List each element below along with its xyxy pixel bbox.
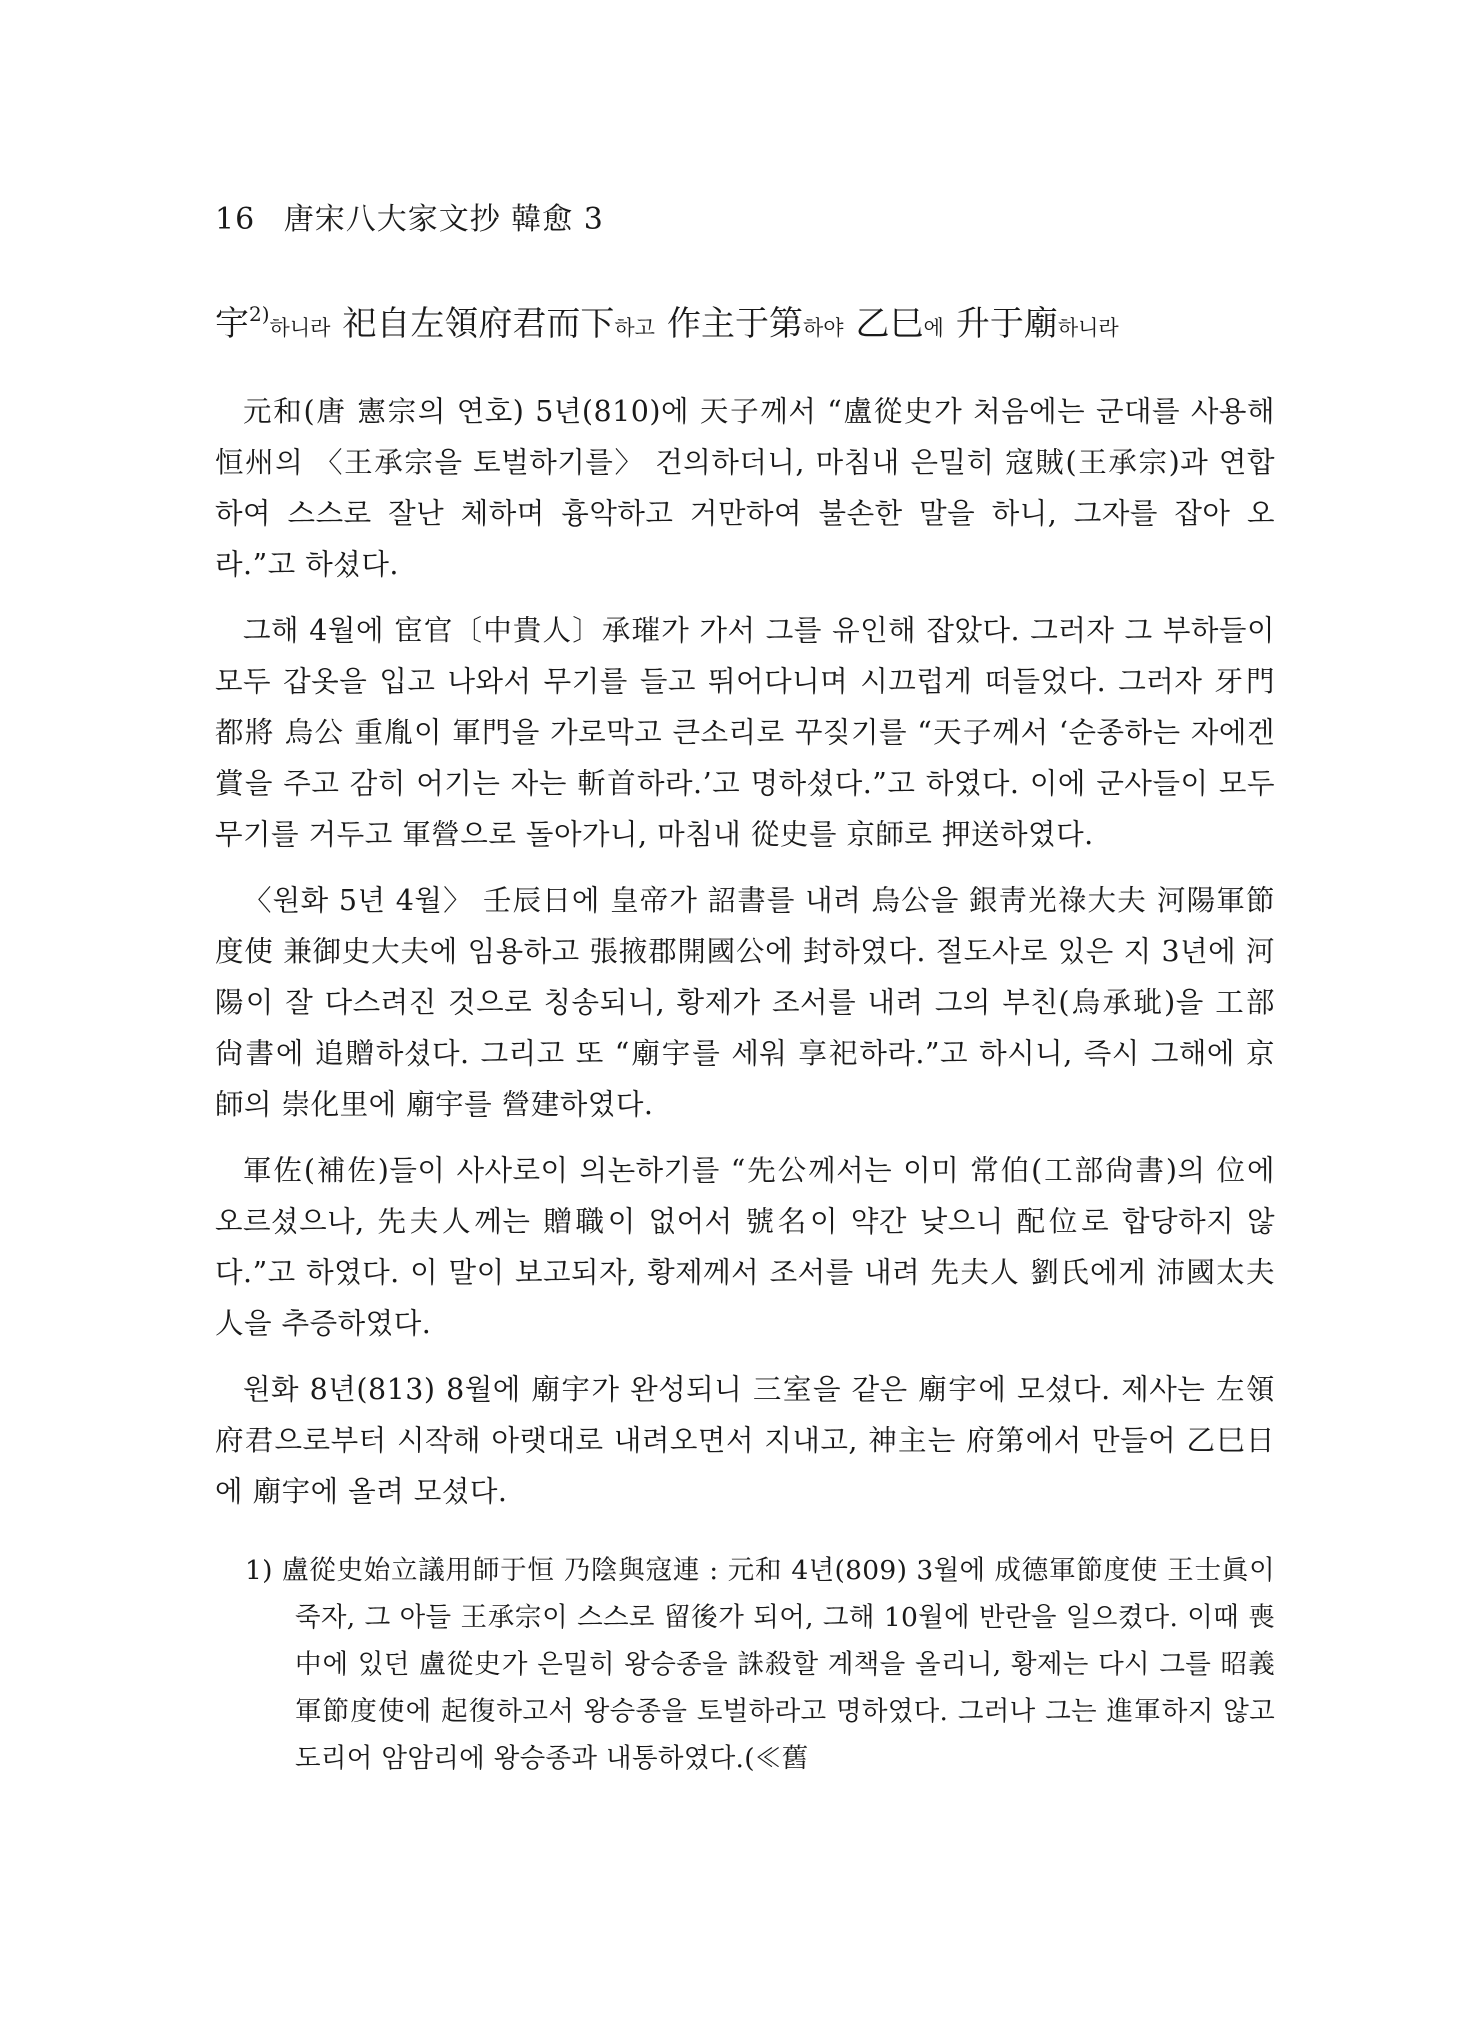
translation-paragraph: 〈원화 5년 4월〉 壬辰日에 皇帝가 詔書를 내려 烏公을 銀靑光祿大夫 河陽軍節度使 兼御史大夫에 임용하고 張掖郡開國公에 封하였다. 절도사로 있은 지 3년에 河陽이 잘 다스려진 것으로 칭송되니, 황제가 조서를 내려 그의 부친(烏承玼)을 工部尙書에 追贈하셨다. 그리고 또 “廟宇를 세워 享祀하라.”고 하시니, 즉시 그해에 京師의 崇化里에 廟宇를 營建하였다. — [215, 884, 1275, 1121]
book-title: 唐宋八大家文抄 韓愈 3 — [283, 202, 604, 237]
footnote-ref: 2) — [249, 302, 270, 326]
original-text-line — [215, 290, 1275, 352]
hanmun-word: 升于廟 — [955, 304, 1058, 344]
translation-paragraph: 軍佐(補佐)들이 사사로이 의논하기를 “先公께서는 이미 常伯(工部尙書)의 位에 오르셨으나, 先夫人께는 贈職이 없어서 號名이 약간 낮으니 配位로 합당하지 않다.”고 하였다. 이 말이 보고되자, 황제께서 조서를 내려 先夫人 劉氏에게 沛國太夫人을 추증하였다. — [215, 1154, 1275, 1340]
hanmun-particle: 에 — [923, 316, 944, 340]
translation-paragraph: 元和(唐 憲宗의 연호) 5년(810)에 天子께서 “盧從史가 처음에는 군대를 사용해 恒州의 〈王承宗을 토벌하기를〉 건의하더니, 마침내 은밀히 寇賊(王承宗)과 연합하여 스스로 잘난 체하며 흉악하고 거만하여 불손한 말을 하니, 그자를 잡아 오라.”고 하셨다. — [215, 395, 1275, 581]
translation-paragraph: 그해 4월에 宦官〔中貴人〕承璀가 가서 그를 유인해 잡았다. 그러자 그 부하들이 모두 갑옷을 입고 나와서 무기를 들고 뛰어다니며 시끄럽게 떠들었다. 그러자 牙門都將 烏公 重胤이 軍門을 가로막고 큰소리로 꾸짖기를 “天子께서 ‘순종하는 자에겐 賞을 주고 감히 어기는 자는 斬首하라.’고 명하셨다.”고 하였다. 이에 군사들이 모두 무기를 거두고 軍營으로 돌아가니, 마침내 從史를 京師로 押送하였다. — [215, 614, 1275, 851]
hanmun-word: 作主于第 — [666, 304, 803, 344]
hanmun-particle: 하니라 — [269, 316, 331, 340]
hanmun-particle: 하고 — [614, 316, 655, 340]
page-number: 16 — [215, 202, 256, 237]
footnote: 1) 盧從史始立議用師于恒 乃陰與寇連 : 元和 4년(809) 3월에 成德軍節度使 王士眞이 죽자, 그 아들 王承宗이 스스로 留後가 되어, 그해 10월에 반란을 일으켰다. 이때 喪中에 있던 盧從史가 은밀히 왕승종을 誅殺할 계책을 올리니, 황제는 다시 그를 昭義軍節度使에 起復하고서 왕승종을 토벌하라고 명하였다. 그러나 그는 進軍하지 않고 도리어 암암리에 왕승종과 내통하였다.(≪舊 — [245, 1555, 1275, 1774]
hanmun-word: 乙巳 — [855, 304, 924, 344]
footnotes — [215, 1547, 1275, 1782]
hanmun-word: 祀自左領府君而下 — [342, 304, 615, 344]
hanmun-particle: 하야 — [802, 316, 844, 340]
hanmun-particle: 하니라 — [1057, 316, 1119, 340]
document-page — [215, 200, 1275, 1782]
translation-paragraph: 원화 8년(813) 8월에 廟宇가 완성되니 三室을 같은 廟宇에 모셨다. 제사는 左領府君으로부터 시작해 아랫대로 내려오면서 지내고, 神主는 府第에서 만들어 乙巳日에 廟宇에 올려 모셨다. — [215, 1373, 1275, 1508]
hanmun-word: 宇 — [215, 304, 249, 344]
running-header — [215, 200, 1275, 240]
